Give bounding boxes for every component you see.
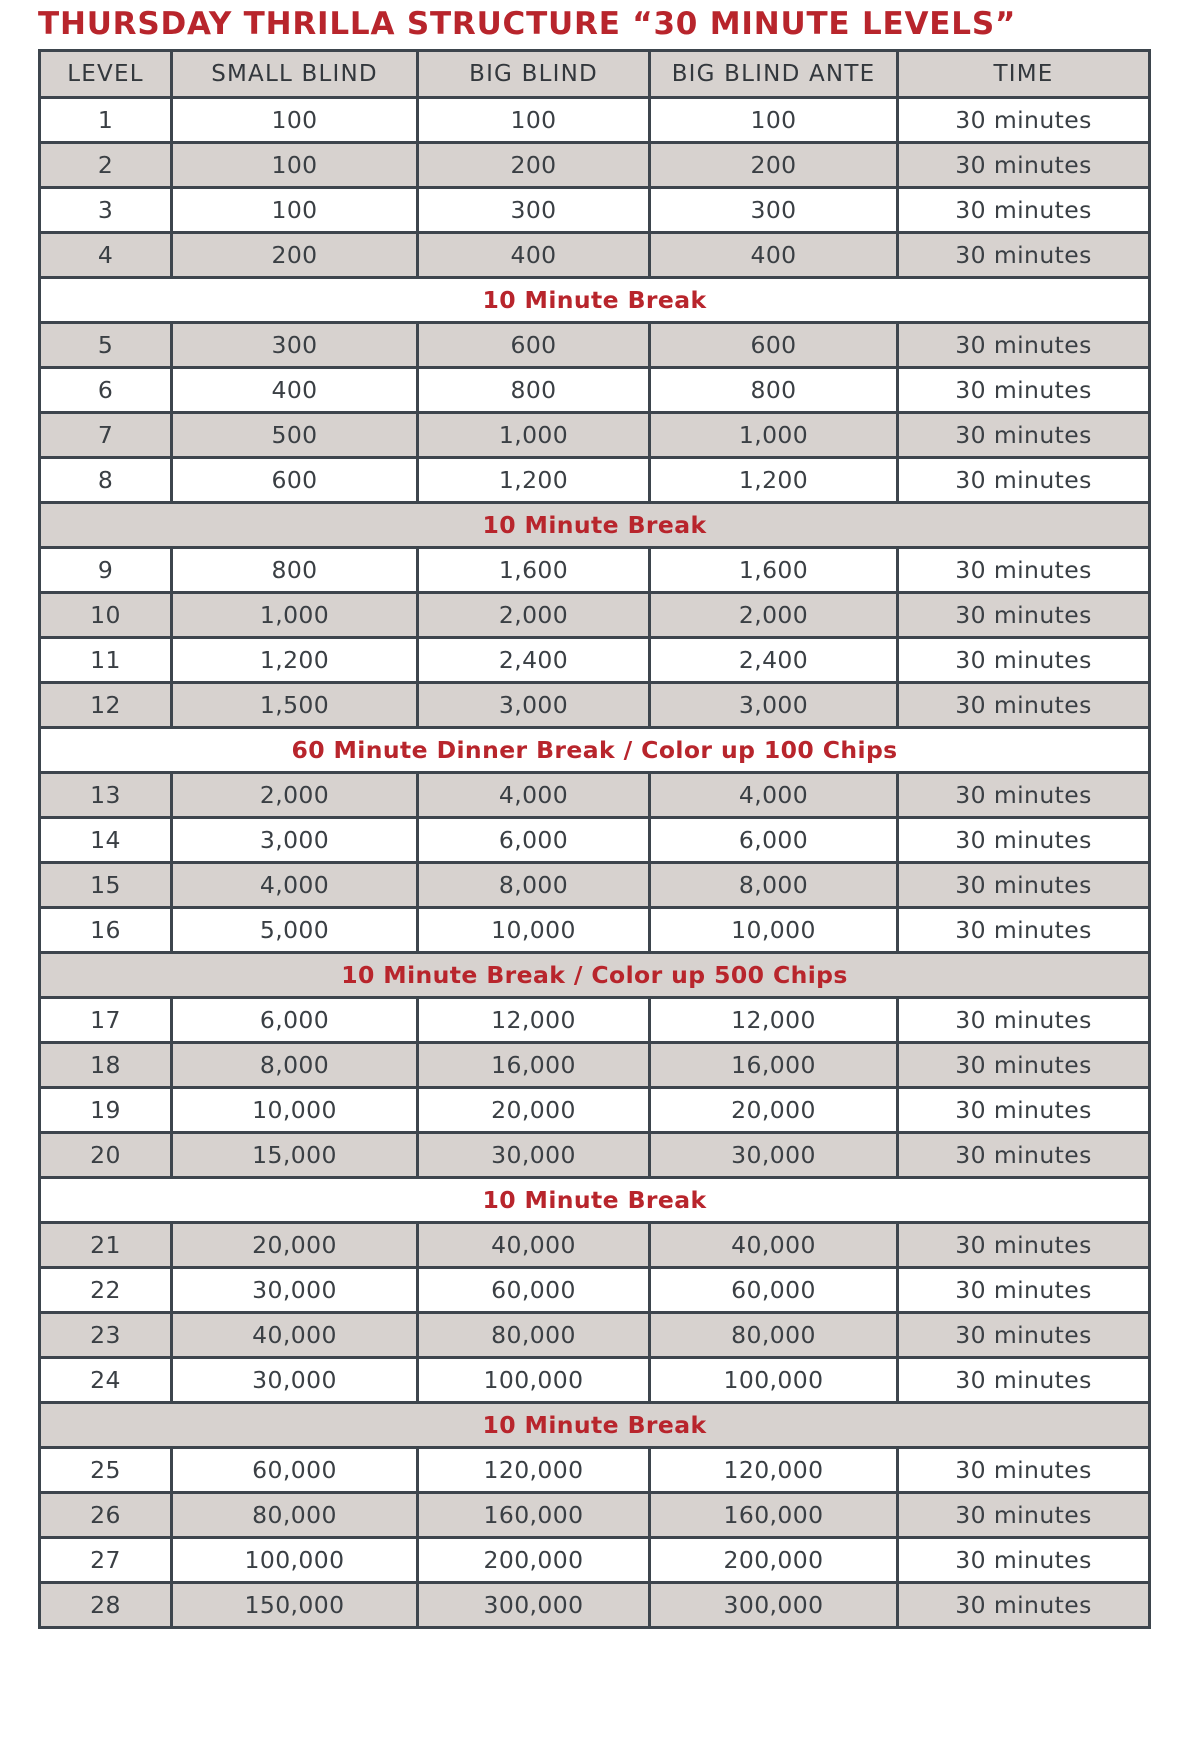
cell-small-blind: 100,000: [172, 1538, 418, 1583]
cell-big-blind-ante: 80,000: [650, 1313, 898, 1358]
break-label: 10 Minute Break: [40, 278, 1150, 323]
table-row: [40, 368, 1150, 413]
break-label: 10 Minute Break: [40, 503, 1150, 548]
cell-big-blind: 40,000: [418, 1223, 650, 1268]
cell-level: 11: [40, 638, 172, 683]
table-row: [40, 638, 1150, 683]
cell-time: 30 minutes: [898, 773, 1150, 818]
cell-level: 1: [40, 98, 172, 143]
table-row: [40, 593, 1150, 638]
cell-time: 30 minutes: [898, 1583, 1150, 1628]
cell-big-blind: 120,000: [418, 1448, 650, 1493]
cell-big-blind-ante: 40,000: [650, 1223, 898, 1268]
cell-big-blind-ante: 12,000: [650, 998, 898, 1043]
table-row: [40, 863, 1150, 908]
cell-big-blind-ante: 6,000: [650, 818, 898, 863]
cell-big-blind: 6,000: [418, 818, 650, 863]
table-row: [40, 1358, 1150, 1403]
cell-big-blind: 100,000: [418, 1358, 650, 1403]
cell-big-blind: 20,000: [418, 1088, 650, 1133]
cell-time: 30 minutes: [898, 233, 1150, 278]
break-row: [40, 1403, 1150, 1448]
cell-small-blind: 40,000: [172, 1313, 418, 1358]
cell-big-blind: 600: [418, 323, 650, 368]
cell-small-blind: 100: [172, 143, 418, 188]
cell-small-blind: 100: [172, 188, 418, 233]
break-row: [40, 728, 1150, 773]
table-row: [40, 1583, 1150, 1628]
cell-small-blind: 2,000: [172, 773, 418, 818]
cell-small-blind: 4,000: [172, 863, 418, 908]
break-row: [40, 278, 1150, 323]
cell-level: 22: [40, 1268, 172, 1313]
cell-small-blind: 10,000: [172, 1088, 418, 1133]
cell-time: 30 minutes: [898, 413, 1150, 458]
cell-level: 15: [40, 863, 172, 908]
cell-level: 25: [40, 1448, 172, 1493]
cell-small-blind: 1,500: [172, 683, 418, 728]
cell-big-blind-ante: 20,000: [650, 1088, 898, 1133]
cell-small-blind: 6,000: [172, 998, 418, 1043]
cell-time: 30 minutes: [898, 1088, 1150, 1133]
header-big-blind-ante: BIG BLIND ANTE: [650, 51, 898, 98]
page-title: THURSDAY THRILLA STRUCTURE “30 MINUTE LEVELS”: [38, 6, 1017, 42]
cell-big-blind-ante: 1,200: [650, 458, 898, 503]
table-row: [40, 998, 1150, 1043]
cell-small-blind: 100: [172, 98, 418, 143]
table-row: [40, 1448, 1150, 1493]
break-row: [40, 1178, 1150, 1223]
break-row: [40, 953, 1150, 998]
cell-time: 30 minutes: [898, 188, 1150, 233]
table-row: [40, 683, 1150, 728]
break-label: 10 Minute Break / Color up 500 Chips: [40, 953, 1150, 998]
cell-big-blind: 60,000: [418, 1268, 650, 1313]
table-row: [40, 1088, 1150, 1133]
break-label: 10 Minute Break: [40, 1178, 1150, 1223]
cell-big-blind-ante: 100: [650, 98, 898, 143]
table-body: [40, 98, 1150, 1628]
break-label: 60 Minute Dinner Break / Color up 100 Chips: [40, 728, 1150, 773]
cell-time: 30 minutes: [898, 1313, 1150, 1358]
cell-big-blind-ante: 1,000: [650, 413, 898, 458]
cell-time: 30 minutes: [898, 98, 1150, 143]
cell-time: 30 minutes: [898, 368, 1150, 413]
cell-level: 4: [40, 233, 172, 278]
cell-big-blind: 200,000: [418, 1538, 650, 1583]
header-level: LEVEL: [40, 51, 172, 98]
cell-big-blind-ante: 30,000: [650, 1133, 898, 1178]
cell-big-blind: 2,400: [418, 638, 650, 683]
table-row: [40, 1538, 1150, 1583]
cell-time: 30 minutes: [898, 683, 1150, 728]
cell-big-blind: 1,200: [418, 458, 650, 503]
cell-big-blind-ante: 300,000: [650, 1583, 898, 1628]
cell-small-blind: 1,200: [172, 638, 418, 683]
cell-small-blind: 15,000: [172, 1133, 418, 1178]
cell-level: 20: [40, 1133, 172, 1178]
cell-small-blind: 1,000: [172, 593, 418, 638]
cell-big-blind: 3,000: [418, 683, 650, 728]
cell-small-blind: 30,000: [172, 1268, 418, 1313]
cell-level: 17: [40, 998, 172, 1043]
cell-big-blind-ante: 3,000: [650, 683, 898, 728]
cell-small-blind: 300: [172, 323, 418, 368]
cell-time: 30 minutes: [898, 1223, 1150, 1268]
table-row: [40, 98, 1150, 143]
table-row: [40, 458, 1150, 503]
cell-big-blind-ante: 2,400: [650, 638, 898, 683]
cell-small-blind: 150,000: [172, 1583, 418, 1628]
cell-big-blind-ante: 600: [650, 323, 898, 368]
cell-level: 18: [40, 1043, 172, 1088]
cell-big-blind: 8,000: [418, 863, 650, 908]
table-row: [40, 233, 1150, 278]
cell-time: 30 minutes: [898, 818, 1150, 863]
blind-structure-table: [38, 49, 1151, 1629]
cell-level: 3: [40, 188, 172, 233]
cell-time: 30 minutes: [898, 1448, 1150, 1493]
cell-big-blind: 10,000: [418, 908, 650, 953]
cell-small-blind: 200: [172, 233, 418, 278]
cell-big-blind: 400: [418, 233, 650, 278]
cell-time: 30 minutes: [898, 548, 1150, 593]
cell-big-blind: 1,000: [418, 413, 650, 458]
cell-level: 5: [40, 323, 172, 368]
cell-big-blind-ante: 1,600: [650, 548, 898, 593]
cell-time: 30 minutes: [898, 1538, 1150, 1583]
cell-big-blind-ante: 10,000: [650, 908, 898, 953]
cell-level: 14: [40, 818, 172, 863]
cell-big-blind-ante: 60,000: [650, 1268, 898, 1313]
cell-small-blind: 30,000: [172, 1358, 418, 1403]
cell-level: 6: [40, 368, 172, 413]
cell-big-blind-ante: 400: [650, 233, 898, 278]
cell-level: 8: [40, 458, 172, 503]
cell-small-blind: 8,000: [172, 1043, 418, 1088]
cell-big-blind: 80,000: [418, 1313, 650, 1358]
table-row: [40, 323, 1150, 368]
cell-big-blind: 300,000: [418, 1583, 650, 1628]
cell-big-blind-ante: 200: [650, 143, 898, 188]
cell-big-blind: 800: [418, 368, 650, 413]
cell-big-blind-ante: 200,000: [650, 1538, 898, 1583]
table-row: [40, 818, 1150, 863]
cell-level: 21: [40, 1223, 172, 1268]
cell-time: 30 minutes: [898, 998, 1150, 1043]
header-time: TIME: [898, 51, 1150, 98]
cell-small-blind: 800: [172, 548, 418, 593]
table-header-row: [40, 51, 1150, 98]
cell-time: 30 minutes: [898, 863, 1150, 908]
cell-level: 28: [40, 1583, 172, 1628]
cell-big-blind-ante: 160,000: [650, 1493, 898, 1538]
cell-time: 30 minutes: [898, 1133, 1150, 1178]
cell-big-blind: 12,000: [418, 998, 650, 1043]
cell-level: 10: [40, 593, 172, 638]
cell-big-blind: 100: [418, 98, 650, 143]
cell-level: 12: [40, 683, 172, 728]
cell-big-blind-ante: 8,000: [650, 863, 898, 908]
cell-big-blind: 160,000: [418, 1493, 650, 1538]
cell-level: 13: [40, 773, 172, 818]
cell-time: 30 minutes: [898, 458, 1150, 503]
cell-small-blind: 400: [172, 368, 418, 413]
cell-big-blind: 200: [418, 143, 650, 188]
cell-small-blind: 500: [172, 413, 418, 458]
table-row: [40, 908, 1150, 953]
table-row: [40, 773, 1150, 818]
cell-level: 24: [40, 1358, 172, 1403]
cell-big-blind: 2,000: [418, 593, 650, 638]
cell-time: 30 minutes: [898, 323, 1150, 368]
cell-small-blind: 20,000: [172, 1223, 418, 1268]
cell-level: 2: [40, 143, 172, 188]
cell-time: 30 minutes: [898, 1268, 1150, 1313]
table-row: [40, 188, 1150, 233]
cell-level: 26: [40, 1493, 172, 1538]
cell-time: 30 minutes: [898, 143, 1150, 188]
cell-big-blind: 16,000: [418, 1043, 650, 1088]
cell-level: 16: [40, 908, 172, 953]
table-row: [40, 143, 1150, 188]
cell-small-blind: 3,000: [172, 818, 418, 863]
cell-level: 23: [40, 1313, 172, 1358]
break-label: 10 Minute Break: [40, 1403, 1150, 1448]
cell-small-blind: 60,000: [172, 1448, 418, 1493]
cell-time: 30 minutes: [898, 638, 1150, 683]
cell-level: 19: [40, 1088, 172, 1133]
cell-level: 27: [40, 1538, 172, 1583]
cell-small-blind: 5,000: [172, 908, 418, 953]
table-row: [40, 413, 1150, 458]
table-row: [40, 1268, 1150, 1313]
cell-big-blind-ante: 800: [650, 368, 898, 413]
cell-big-blind-ante: 120,000: [650, 1448, 898, 1493]
cell-level: 9: [40, 548, 172, 593]
cell-time: 30 minutes: [898, 908, 1150, 953]
table-row: [40, 1493, 1150, 1538]
cell-time: 30 minutes: [898, 1493, 1150, 1538]
cell-small-blind: 80,000: [172, 1493, 418, 1538]
cell-big-blind-ante: 4,000: [650, 773, 898, 818]
cell-big-blind-ante: 16,000: [650, 1043, 898, 1088]
cell-time: 30 minutes: [898, 593, 1150, 638]
cell-small-blind: 600: [172, 458, 418, 503]
cell-big-blind-ante: 300: [650, 188, 898, 233]
cell-big-blind: 1,600: [418, 548, 650, 593]
header-big-blind: BIG BLIND: [418, 51, 650, 98]
cell-big-blind: 30,000: [418, 1133, 650, 1178]
table-row: [40, 1133, 1150, 1178]
cell-time: 30 minutes: [898, 1358, 1150, 1403]
cell-time: 30 minutes: [898, 1043, 1150, 1088]
table-row: [40, 1043, 1150, 1088]
cell-big-blind: 300: [418, 188, 650, 233]
cell-big-blind: 4,000: [418, 773, 650, 818]
cell-big-blind-ante: 100,000: [650, 1358, 898, 1403]
header-small-blind: SMALL BLIND: [172, 51, 418, 98]
break-row: [40, 503, 1150, 548]
table-row: [40, 1223, 1150, 1268]
cell-big-blind-ante: 2,000: [650, 593, 898, 638]
table-row: [40, 548, 1150, 593]
table-row: [40, 1313, 1150, 1358]
cell-level: 7: [40, 413, 172, 458]
